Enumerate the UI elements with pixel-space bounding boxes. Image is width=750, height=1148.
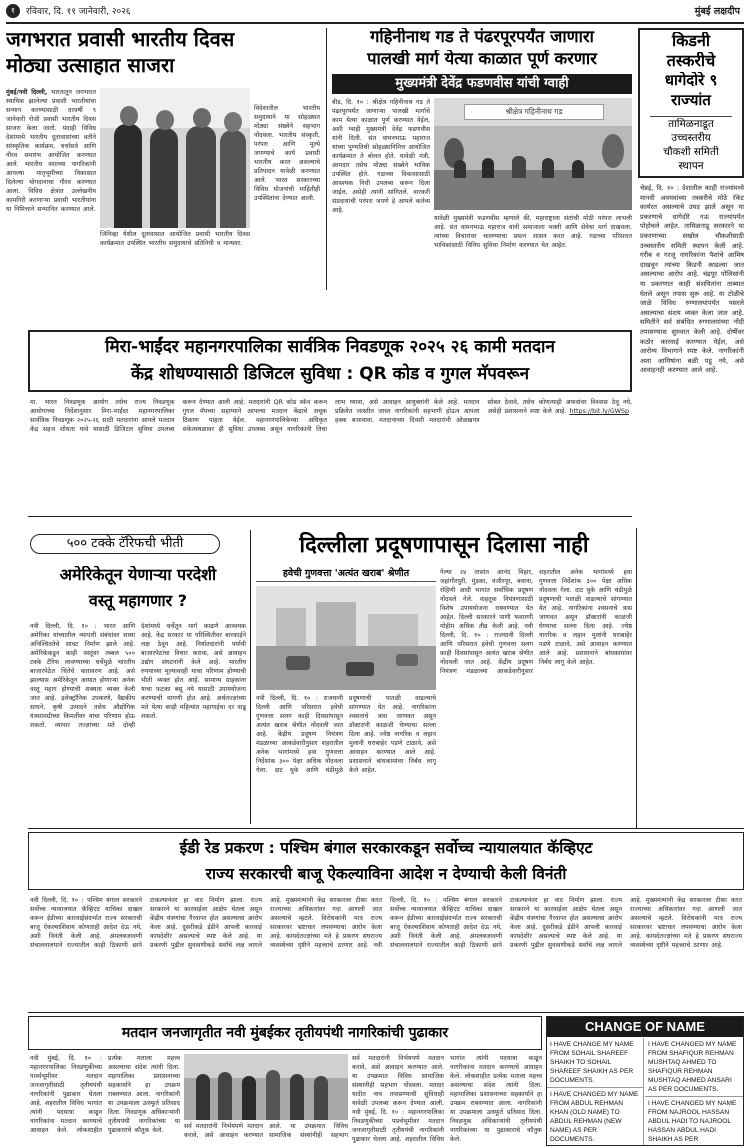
story2-strap: मुख्यमंत्री देवेंद्र फडणवीस यांची ग्वाही	[332, 74, 632, 94]
date-line: रविवार, दि. ११ जानेवारी, २०२६	[26, 7, 131, 17]
notice-item: I HAVE CHANGED MY NAME FROM ABDUL REHMAN KHAN (OLD NAME) TO ABDUL REHMAN (NEW NAME) AS PER DOCUMENTS.	[547, 1088, 643, 1145]
story3-headline-line2: केंद्र शोधण्यासाठी डिजिटल सुविधा : QR कोड व गुगल मॅपवरून	[130, 364, 530, 384]
story1-headline-line1: जगभरात प्रवासी भारतीय दिवस	[6, 28, 235, 51]
story4-kicker: ५०० टक्के टॅरिफची भीती	[30, 534, 220, 554]
page-number-badge: १	[6, 4, 20, 18]
story5-strap: हवेची गुणवत्ता 'अत्यंत खराब' श्रेणीत	[256, 566, 436, 582]
sidebar-body: चेन्नई, दि. १० : देशातील काही राज्यांमध्ये मानवी अवयवांच्या तस्करीचे मोठे रॅकेट कार्यरत असल्याचे उघड झाले असून या प्रकरणाचे धागेदोरे नऊ राज्यांपर्यंत पोहोचले आहेत. तामिळनाडू सरकारने या प्रकरणाच्या सखोल चौकशीसाठी उच्चस्तरीय समिती स्थापन केली आहे. गरीब व गरजू नागरिकांना पैशांचे आमिष दाखवून त्यांच्या किडनी काढल्या जात असल्याचा आरोप आहे. चंद्रपूर पोलिसांनी या प्रकरणात काही संशयितांना ताब्यात घेतले असून तपास सुरू आहे. या टोळीचे जाळे विविध रुग्णालयांपर्यंत पसरले असल्याचा संशय व्यक्त केला जात आहे. समितीने सर्व संबंधित रुग्णालयांच्या नोंदी तपासण्यास सुरुवात केली आहे. दोषींवर कठोर कारवाई करण्यात येईल, असे आरोग्य विभागाने स्पष्ट केले. नागरिकांनी अशा आमिषांना बळी पडू नये, असे आवाहनही करण्यात आले आहे.	[640, 184, 744, 375]
story1-photo	[100, 88, 250, 228]
notice-item: I HAVE CHANGED MY NAME FROM NAJROOL HASSAN ABDUL HADI TO NAJROOL HASSAN ABDUL HADI SHAIKH AS PER	[645, 1097, 743, 1145]
story4-headline-line1: अमेरिकेतून येणाऱ्या परदेशी	[59, 566, 217, 584]
sidebar-headline-line4: राज्यांत	[671, 92, 711, 109]
story1-body-continued: विदेशातील भारतीय समुदायाने या सोहळ्यात मोठ्या संख्येने सहभाग नोंदवला. भारतीय संस्कृती, परंपरा आणि मूल्ये जपण्याचे कार्य प्रवासी भारतीय करत असल्याचे प्रतिपादन यावेळी करण्यात आले. भारत सरकारच्या विविध योजनांची माहितीही उपस्थितांना देण्यात आली.	[254, 105, 320, 202]
story1-photo-caption: जिनिव्हा येथील दूतावासात आयोजित प्रवासी भारतीय दिवस कार्यक्रमात उपस्थित भारतीय समुदायाचे प्रतिनिधी व मान्यवर.	[100, 231, 250, 247]
story7-photo	[184, 1054, 348, 1120]
sidebar-headline-line1: किडनी	[671, 32, 711, 50]
story1-dateline: मुंबई/नवी दिल्ली,	[6, 89, 48, 96]
notice-item: I HAVE CHANGE MY NAME FROM SOHAIL SHAREEF SHAIKH TO SOHAIL SHAREEF SHAIKH AS PER DOCUMENTS.	[547, 1038, 643, 1088]
sidebar-headline-line2: तस्करीचे	[666, 52, 716, 70]
story6-headline-line1: ईडी रेड प्रकरण : पश्चिम बंगाल सरकारकडून सर्वोच्च न्यायालयात कॅव्हिएट	[179, 839, 593, 857]
story2-headline-line1: गहिनीनाथ गड ते पंढरपूरपर्यंत जाणारा	[370, 28, 594, 46]
story2-headline-line2: पालखी मार्ग येत्या काळात पूर्ण करणार	[367, 50, 597, 68]
story5-photo	[256, 586, 436, 690]
change-of-name-left-column	[547, 1038, 644, 1145]
sidebar-strap-line4: स्थापन	[678, 160, 704, 172]
story7-body: नवी मुंबई, दि. १० : महानगरपालिका निवडणुकीच्या पार्श्वभूमीवर मतदान जनजागृतीसाठी तृतीयपंथी नागरिकांनी पुढाकार घेतला आहे. शहरातील विविध भागांत त्यांनी पदयात्रा काढून नागरिकांना मतदान करण्याचे आवाहन केले. लोकशाहीत प्रत्येक मताला महत्त्व असल्याचा संदेश त्यांनी दिला. महापालिका प्रशासनाच्या सहकार्याने हा उपक्रम राबवण्यात आला. नागरिकांनी या उपक्रमाला उत्स्फूर्त प्रतिसाद दिला. निवडणूक अधिकाऱ्यांनी तृतीयपंथी नागरिकांच्या या पुढाकाराचे कौतुक केले.	[30, 1055, 180, 1134]
change-of-name-title: CHANGE OF NAME	[547, 1017, 743, 1037]
story2-body-continued: यावेळी मुख्यमंत्री फडणवीस म्हणाले की, महाराष्ट्राला संतांची मोठी परंपरा लाभली आहे. संत वामनभाऊ महाराज यांनी समाजाला भक्ती आणि सेवेचा मार्ग दाखवला. त्यांच्या विचारांवर चालण्याचा प्रयत्न शासन करत आहे. गडाच्या परिसरात भाविकांसाठी विविध सुविधा निर्माण करण्यात येत आहेत.	[434, 215, 632, 249]
story5-body-continued: गेल्या २४ तासांत आनंद विहार, जहांगीरपुरी, मुंडका, वजीरपूर, बवाना, रोहिणी आदी भागांत सर्वाधिक प्रदूषण नोंदवले गेले. वाहतूक नियंत्रणासाठी विशेष उपाययोजना राबवण्यात येत आहेत. दिल्ली सरकारने पाणी फवारणी मोहीम अधिक तीव्र केली आहे. नवी दिल्ली, दि. १० : राजधानी दिल्ली आणि परिसरात हवेची गुणवत्ता सलग काही दिवसांपासून अत्यंत खराब श्रेणीत नोंदवली जात आहे. केंद्रीय प्रदूषण नियंत्रण मंडळाच्या आकडेवारीनुसार शहरातील अनेक भागांमध्ये हवा गुणवत्ता निर्देशांक ३०० पेक्षा अधिक नोंदवला गेला. दाट धुके आणि थंडीमुळे प्रदूषणाची पातळी वाढल्याचे सांगण्यात येत आहे. नागरिकांना श्वसनाचे त्रास जाणवत असून डॉक्टरांनी काळजी घेण्याचा सल्ला दिला आहे. ज्येष्ठ नागरिक व लहान मुलांनी घराबाहेर पडणे टाळावे, असे आवाहन करण्यात आले आहे. प्रशासनाने बांधकामांवर निर्बंध लागू केले आहेत.	[440, 569, 632, 675]
story7-body-continued: सर्व मतदारांनी निर्भयपणे मतदान करावे, असे आवाहन करण्यात आले. या उपक्रमात विविध सामाजिक संस्थांनीही सहभाग नोंदवला. मतदार यादीत नाव तपासण्याची सुविधाही यावेळी उपलब्ध करून देण्यात आली. नवी मुंबई, दि. १० : महानगरपालिका निवडणुकीच्या पार्श्वभूमीवर मतदान जनजागृतीसाठी तृतीयपंथी नागरिकांनी पुढाकार घेतला आहे. शहरातील विविध भागांत त्यांनी पदयात्रा काढून नागरिकांना मतदान करण्याचे आवाहन केले. लोकशाहीत प्रत्येक मताला महत्त्व असल्याचा संदेश त्यांनी दिला. महापालिका प्रशासनाच्या सहकार्याने हा उपक्रम राबवण्यात आला. नागरिकांनी या उपक्रमाला उत्स्फूर्त प्रतिसाद दिला. निवडणूक अधिकाऱ्यांनी तृतीयपंथी नागरिकांच्या या पुढाकाराचे कौतुक केले.	[352, 1055, 542, 1143]
sidebar-headline-line3: धागेदोरे ९	[664, 72, 718, 89]
stage-banner-text: श्रीक्षेत्र गहिनीनाथ गड	[464, 104, 604, 120]
sidebar-strap-line3: चौकशी समिती	[663, 146, 719, 158]
story1-body-text: भारतातून जगभरात स्थायिक झालेल्या प्रवासी भारतीयांचा सन्मान करण्यासाठी दरवर्षी ९ जानेवारी रोजी प्रवासी भारतीय दिवस साजरा केला जातो. यंदाही विविध देशांमध्ये भारतीय दूतावासांच्या वतीने सांस्कृतिक कार्यक्रम, चर्चासत्रे आणि गौरव समारंभ आयोजित करण्यात आले. भारतीय वंशाच्या नागरिकांनी आपल्या मातृभूमीच्या विकासात दिलेल्या योगदानाचा गौरव करण्यात आला. विविध क्षेत्रांत उल्लेखनीय कामगिरी करणाऱ्या प्रवासी भारतीयांना या निमित्ताने सन्मानित करण्यात आले.	[6, 89, 96, 213]
story3-body: मा. भारत निवडणूक आयोग तसेच राज्य निवडणूक आयोगाच्या निर्देशानुसार मिरा-भाईंदर महानगरपालिका सार्वत्रिक निवडणूक २०२५-२६ साठी मतदारांना आपले मतदान केंद्र सहज शोधता यावे यासाठी डिजिटल सुविधा उपलब्ध करून देण्यात आली आहे. मतदारांनी QR कोड स्कॅन करून गुगल मॅपच्या सहाय्याने आपल्या मतदान केंद्राचे अचूक ठिकाण पाहता येईल. महानगरपालिकेच्या अधिकृत संकेतस्थळावर ही सुविधा उपलब्ध असून नागरिकांनी तिचा लाभ घ्यावा, असे आवाहन आयुक्तांनी केले आहे. मतदान प्रक्रियेत जास्तीत जास्त नागरिकांनी सहभागी होऊन आपला हक्क बजावावा. मतदानाच्या दिवशी मतदारांनी ओळखपत्र सोबत ठेवावे, तसेच कोणत्याही अफवांवर विश्वास ठेवू नये, असेही प्रशासनाने स्पष्ट केले आहे. https://bit.ly/GWSp	[30, 399, 632, 433]
change-of-name-right-column	[645, 1038, 743, 1145]
story6-headline-line2: राज्य सरकारची बाजू ऐकल्याविना आदेश न देण्याची केली विनंती	[205, 865, 567, 883]
paper-name: मुंबई लक्षदीप	[694, 6, 740, 17]
story3-headline-line1: मिरा-भाईंदर महानगरपालिका सार्वत्रिक निवडणूक २०२५ २६ कामी मतदान	[105, 337, 555, 357]
story4-body: नवी दिल्ली, दि. १० : भारत आणि अमेरिका यांच्यातील व्यापारी संबंधांवर सध्या अनिश्चिततेचे सावट निर्माण झाले आहे. अमेरिकेकडून काही वस्तूंवर तब्बल ५०० टक्के टॅरिफ लावण्याच्या चर्चेमुळे भारतीय बाजारपेठेत चिंतेचे वातावरण आहे. असे झाल्यास अमेरिकेतून आयात होणाऱ्या अनेक वस्तू महाग होण्याची शक्यता व्यक्त केली जात आहे. इलेक्ट्रॉनिक उपकरणे, वैद्यकीय साधने, कृषी उत्पादने तसेच औद्योगिक यंत्रसामग्रीच्या किमतींवर याचा परिणाम होऊ शकतो. व्यापार तज्ज्ञांच्या मते दोन्ही देशांमध्ये चर्चेतून मार्ग काढणे आवश्यक आहे. केंद्र सरकार या परिस्थितीवर बारकाईने लक्ष ठेवून आहे. निर्यातदारांनी पर्यायी बाजारपेठांचा विचार करावा, असे आवाहन उद्योग संघटनांनी केले आहे. भारतीय रुपयाच्या मूल्यावरही याचा परिणाम होण्याची भीती व्यक्त होत आहे. सामान्य ग्राहकांना याचा फटका बसू नये यासाठी उपाययोजना करण्याची मागणी होत आहे. अर्थतज्ज्ञांच्या मते येत्या काही महिन्यांत महागाईचा दर वाढू शकतो.	[30, 623, 246, 729]
sidebar-strap-line1: तामिळनाडूत	[668, 118, 714, 130]
story7-headline: मतदान जनजागृतीत नवी मुंबईकर तृतीयपंथी नागरिकांची पुढाकार	[121, 1025, 449, 1041]
story7-photo-caption: सर्व मतदारांनी निर्भयपणे मतदान करावे, असे आवाहन करण्यात आले. या उपक्रमात विविध सामाजिक संस्थांनीही सहभाग	[184, 1123, 348, 1139]
story5-body: नवी दिल्ली, दि. १० : राजधानी दिल्ली आणि परिसरात हवेची गुणवत्ता सलग काही दिवसांपासून अत्यंत खराब श्रेणीत नोंदवली जात आहे. केंद्रीय प्रदूषण नियंत्रण मंडळाच्या आकडेवारीनुसार शहरातील अनेक भागांमध्ये हवा गुणवत्ता निर्देशांक ३०० पेक्षा अधिक नोंदवला गेला. दाट धुके आणि थंडीमुळे प्रदूषणाची पातळी वाढल्याचे सांगण्यात येत आहे. नागरिकांना श्वसनाचे त्रास जाणवत असून डॉक्टरांनी काळजी घेण्याचा सल्ला दिला आहे. ज्येष्ठ नागरिक व लहान मुलांनी घराबाहेर पडणे टाळावे, असे आवाहन करण्यात आले आहे. प्रशासनाने बांधकामांवर निर्बंध लागू केले आहेत.	[256, 695, 436, 774]
story6-body: नवी दिल्ली, दि. १० : पश्चिम बंगाल सरकारने सर्वोच्च न्यायालयात कॅव्हिएट याचिका दाखल करून ईडीच्या कारवाईसंदर्भात राज्य सरकारची बाजू ऐकल्याशिवाय कोणताही आदेश देऊ नये, अशी विनंती केली आहे. अंमलबजावणी संचालनालयाने राज्यातील काही ठिकाणी छापे टाकल्यानंतर हा वाद निर्माण झाला. राज्य सरकारने या कारवाईवर आक्षेप घेतला असून केंद्रीय यंत्रणांचा गैरवापर होत असल्याचा आरोप केला आहे. दुसरीकडे ईडीने आपली कारवाई कायदेशीर असल्याचे स्पष्ट केले आहे. या प्रकरणी पुढील सुनावणीकडे सर्वांचे लक्ष लागले आहे. मुख्यमंत्र्यांनी केंद्र सरकारवर टीका करत राज्याच्या अधिकारांवर गदा आणली जात असल्याचे म्हटले. विरोधकांनी मात्र राज्य सरकारवर भ्रष्टाचार लपवण्याचा आरोप केला आहे. कायदेतज्ज्ञांच्या मते हे प्रकरण संघराज्य व्यवस्थेच्या दृष्टीने महत्त्वाचे ठरणार आहे. नवी दिल्ली, दि. १० : पश्चिम बंगाल सरकारने सर्वोच्च न्यायालयात कॅव्हिएट याचिका दाखल करून ईडीच्या कारवाईसंदर्भात राज्य सरकारची बाजू ऐकल्याशिवाय कोणताही आदेश देऊ नये, अशी विनंती केली आहे. अंमलबजावणी संचालनालयाने राज्यातील काही ठिकाणी छापे टाकल्यानंतर हा वाद निर्माण झाला. राज्य सरकारने या कारवाईवर आक्षेप घेतला असून केंद्रीय यंत्रणांचा गैरवापर होत असल्याचा आरोप केला आहे. दुसरीकडे ईडीने आपली कारवाई कायदेशीर असल्याचे स्पष्ट केले आहे. या प्रकरणी पुढील सुनावणीकडे सर्वांचे लक्ष लागले आहे. मुख्यमंत्र्यांनी केंद्र सरकारवर टीका करत राज्याच्या अधिकारांवर गदा आणली जात असल्याचे म्हटले. विरोधकांनी मात्र राज्य सरकारवर भ्रष्टाचार लपवण्याचा आरोप केला आहे. कायदेतज्ज्ञांच्या मते हे प्रकरण संघराज्य व्यवस्थेच्या दृष्टीने महत्त्वाचे ठरणार आहे.	[30, 897, 742, 949]
story4-headline-line2: वस्तू महागणार ?	[88, 592, 188, 610]
story2-photo	[434, 98, 632, 210]
story1-headline-line2: मोठ्या उत्साहात साजरा	[6, 54, 175, 77]
story5-headline: दिल्लीला प्रदूषणापासून दिलासा नाही	[299, 533, 589, 558]
story3-url-link[interactable]: https://bit.ly/GWSp	[569, 408, 630, 415]
notice-item: I HAVE CHANGED MY NAME FROM SHAFIQUR REHMAN MUSHTAQ AHMED TO SHAFIQUR REHMAN MUSHTAQ AHMED ANSARI AS PER DOCUMENTS.	[645, 1038, 743, 1097]
story2-body: बीड, दि. १० : श्रीक्षेत्र गहिनीनाथ गड ते पंढरपूरपर्यंत जाणाऱ्या पालखी मार्गाचे काम येत्या काळात पूर्ण करण्यात येईल, अशी ग्वाही मुख्यमंत्री देवेंद्र फडणवीस यांनी दिली. संत वामनभाऊ महाराज यांच्या पुण्यतिथी सोहळ्यानिमित्त आयोजित कार्यक्रमात ते बोलत होते. यावेळी मंत्री, आमदार तसेच मोठ्या संख्येने भाविक उपस्थित होते. गडाच्या विकासासाठी आवश्यक निधी उपलब्ध करून दिला जाईल, असेही त्यांनी सांगितले. वारकरी संप्रदायाची परंपरा जपणे हे आपले कर्तव्य आहे.	[332, 99, 430, 214]
sidebar-strap-line2: उच्चस्तरीय	[671, 132, 711, 144]
story1-body	[6, 88, 96, 214]
